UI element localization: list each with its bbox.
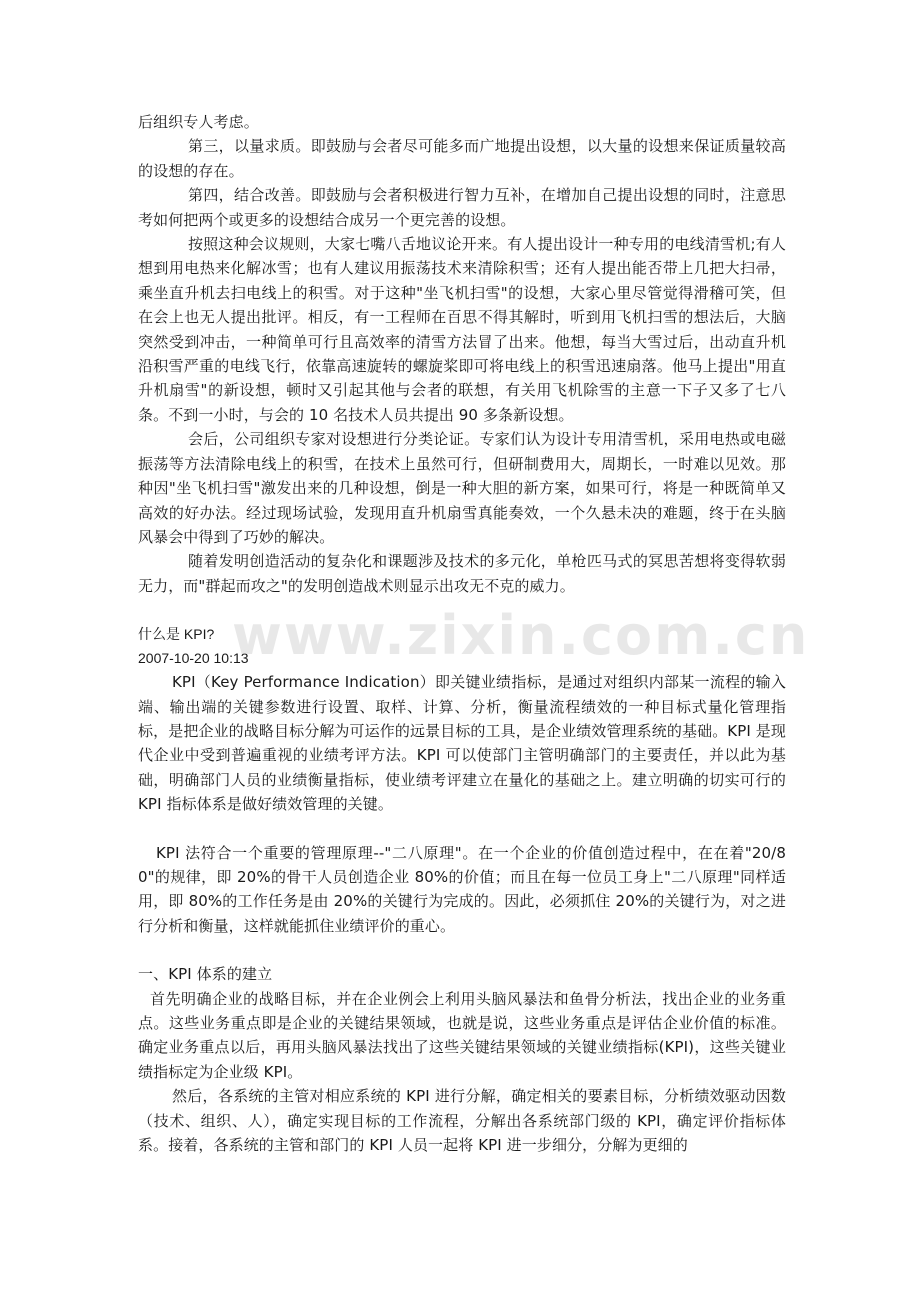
section-heading-kpi-system: 一、KPI 体系的建立 xyxy=(138,965,273,984)
paragraph-80-20-principle: KPI 法符合一个重要的管理原理--"二八原理"。在一个企业的价值创造过程中，在在着"20/80"的规律，即 20%的骨干人员创造企业 80%的价值；而且在每一位员工身上"二八原理"同样适用，即 80%的工作任务是由 20%的关键行为完成的。因此，必须抓住 20%的关键行为，对之进行分析和衡量，这样就能抓住业绩评价的重心。 xyxy=(138,843,786,935)
paragraph-continuation: 后组织专人考虑。 xyxy=(138,113,259,131)
paragraph-conclusion: 随着发明创造活动的复杂化和课题涉及技术的多元化，单枪匹马式的冥思苦想将变得软弱无力，而"群起而攻之"的发明创造战术则显示出攻无不克的威力。 xyxy=(138,552,786,595)
paragraph-kpi-system-then: 然后，各系统的主管对相应系统的 KPI 进行分解，确定相关的要素目标，分析绩效驱动因数（技术、组织、人），确定实现目标的工作流程，分解出各系统部门级的 KPI，确定评价指标体系。接着，各系统的主管和部门的 KPI 人员一起将 KPI 进一步细分，分解为更细的 xyxy=(138,1087,786,1155)
document-page xyxy=(138,110,786,1157)
paragraph-kpi-system-first: 首先明确企业的战略目标，并在企业例会上利用头脑风暴法和鱼骨分析法，找出企业的业务重点。这些业务重点即是企业的关键结果领域，也就是说，这些业务重点是评估企业价值的标准。确定业务重点以后，再用头脑风暴法找出了这些关键结果领域的关键业绩指标(KPI)，这些关键业绩指标定为企业级 KPI。 xyxy=(138,989,786,1081)
article-datetime: 2007-10-20 10:13 xyxy=(138,650,249,667)
paragraph-rule-three: 第三，以量求质。即鼓励与会者尽可能多而广地提出设想，以大量的设想来保证质量较高的设想的存在。 xyxy=(138,137,786,180)
paragraph-meeting-discussion: 按照这种会议规则，大家七嘴八舌地议论开来。有人提出设计一种专用的电线清雪机;有人想到用电热来化解冰雪；也有人建议用振荡技术来清除积雪；还有人提出能否带上几把大扫帚，乘坐直升机去扫电线上的积雪。对于这种"坐飞机扫雪"的设想，大家心里尽管觉得滑稽可笑，但在会上也无人提出批评。相反，有一工程师在百思不得其解时，听到用飞机扫雪的想法后，大脑突然受到冲击，一种简单可行且高效率的清雪方法冒了出来。他想，每当大雪过后，出动直升机沿积雪严重的电线飞行，依靠高速旋转的螺旋桨即可将电线上的积雪迅速扇落。他马上提出"用直升机扇雪"的新设想，顿时又引起其他与会者的联想，有关用飞机除雪的主意一下子又多了七八条。不到一小时，与会的 10 名技术人员共提出 90 多条新设想。 xyxy=(138,235,786,424)
spacer xyxy=(138,598,786,622)
spacer xyxy=(138,817,786,841)
spacer xyxy=(138,938,786,962)
paragraph-after-meeting: 会后，公司组织专家对设想进行分类论证。专家们认为设计专用清雪机，采用电热或电磁振荡等方法清除电线上的积雪，在技术上虽然可行，但研制费用大，周期长，一时难以见效。那种因"坐飞机扫雪"激发出来的几种设想，倒是一种大胆的新方案，如果可行，将是一种既简单又高效的好办法。经过现场试验，发现用直升机扇雪真能奏效，一个久悬未决的难题，终于在头脑风暴会中得到了巧妙的解决。 xyxy=(138,430,786,546)
watermark: www.zixin.com.cn xyxy=(232,604,810,667)
paragraph-kpi-definition: KPI（Key Performance Indication）即关键业绩指标，是通过对组织内部某一流程的输入端、输出端的关键参数进行设置、取样、计算、分析，衡量流程绩效的一种目标式量化管理指标，是把企业的战略目标分解为可运作的远景目标的工具，是企业绩效管理系统的基础。KPI 是现代企业中受到普遍重视的业绩考评方法。KPI 可以使部门主管明确部门的主要责任，并以此为基础，明确部门人员的业绩衡量指标，使业绩考评建立在量化的基础之上。建立明确的切实可行的 KPI 指标体系是做好绩效管理的关键。 xyxy=(138,673,786,814)
paragraph-rule-four: 第四，结合改善。即鼓励与会者积极进行智力互补，在增加自己提出设想的同时，注意思考如何把两个或更多的设想结合成另一个更完善的设想。 xyxy=(138,186,786,229)
article-title: 什么是 KPI? xyxy=(138,626,215,643)
